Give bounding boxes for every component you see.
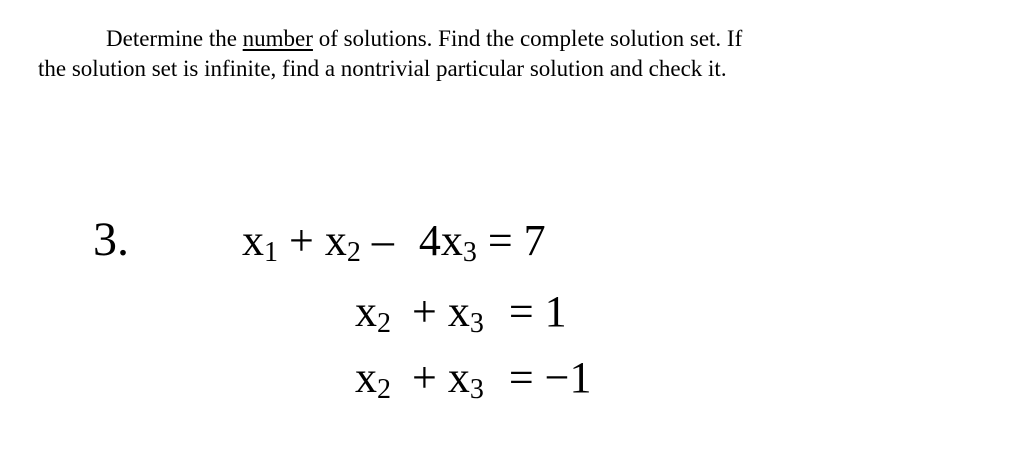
instructions-text-part-1: Determine the (106, 26, 243, 51)
equation-1 (242, 215, 546, 267)
subscript-1: 1 (264, 237, 278, 268)
plus-operator: + (401, 353, 448, 402)
rhs-value: −1 (544, 353, 592, 402)
variable-x3: x (447, 287, 470, 336)
rhs-value: 7 (523, 216, 546, 265)
rhs-value: 1 (544, 287, 567, 336)
variable-x3: x (447, 353, 470, 402)
instructions-line-1 (38, 24, 998, 54)
underlined-word-number: number (242, 26, 313, 51)
variable-x2: x (355, 287, 377, 336)
subscript-2: 2 (377, 374, 391, 405)
problem-number: 3. (93, 213, 129, 266)
variable-x2: x (324, 216, 347, 265)
subscript-3: 3 (469, 374, 484, 405)
term-4x3: 4x (418, 216, 463, 265)
equals-sign: = (476, 216, 524, 265)
subscript-3: 3 (462, 237, 477, 268)
subscript-2: 2 (377, 308, 391, 339)
variable-x2: x (355, 353, 377, 402)
plus-operator: + (278, 216, 325, 265)
equals-sign: = (497, 353, 545, 402)
instructions-text-part-2: of solutions. Find the complete solution set. If (312, 26, 743, 51)
subscript-2: 2 (346, 237, 361, 268)
variable-x1: x (242, 216, 264, 265)
plus-operator: + (401, 287, 448, 336)
subscript-3: 3 (469, 308, 484, 339)
equals-sign: = (497, 287, 545, 336)
equation-3 (355, 352, 591, 404)
minus-operator: – (360, 216, 405, 265)
instructions-line-2: the solution set is infinite, find a nontrivial particular solution and check it. (38, 56, 727, 81)
equation-2 (355, 286, 567, 338)
instructions (38, 24, 998, 84)
